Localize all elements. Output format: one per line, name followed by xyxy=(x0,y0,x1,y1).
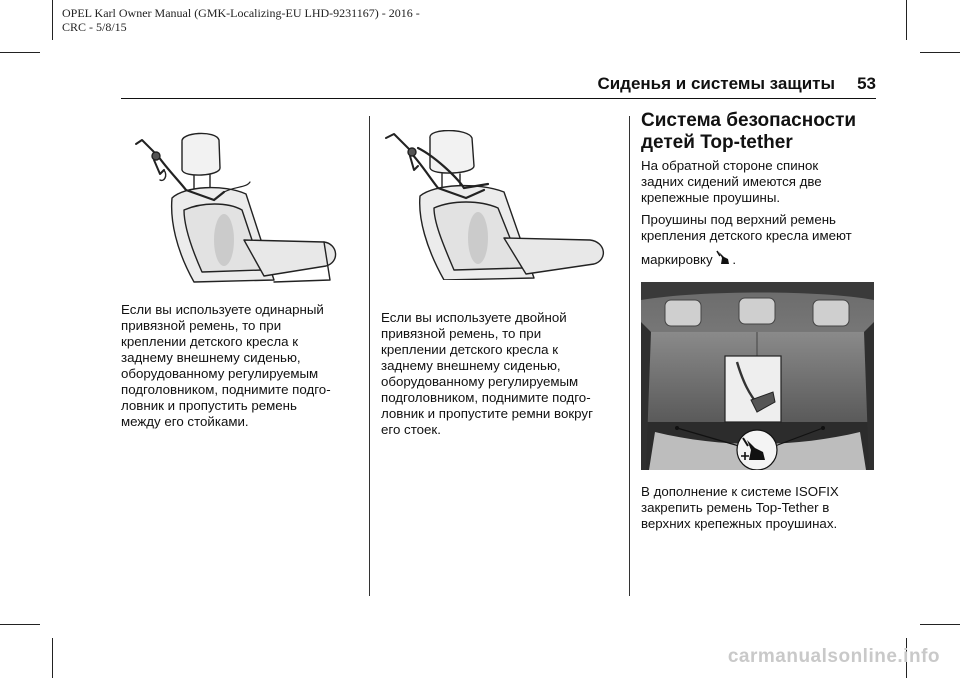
text-line: Если вы используете одинарный xyxy=(121,302,324,317)
text-line: креплении детского кресла к xyxy=(381,342,559,357)
text-line: закрепить ремень Top-Tether в xyxy=(641,500,830,515)
text-line: его стоек. xyxy=(381,422,441,437)
column-1-paragraph xyxy=(121,302,361,430)
section-heading xyxy=(641,110,881,154)
text-line: оборудованному регулируемым xyxy=(381,374,579,389)
text-line: В дополнение к системе ISOFIX xyxy=(641,484,839,499)
column-3-paragraph-1 xyxy=(641,158,881,206)
text-line-fragment: маркировку xyxy=(641,252,713,267)
heading-line: детей Top-tether xyxy=(641,132,793,153)
crop-mark xyxy=(0,624,40,625)
top-tether-symbol-icon xyxy=(716,250,732,266)
text-line: Если вы используете двойной xyxy=(381,310,567,325)
text-line xyxy=(641,250,881,268)
heading-line: Система безопасности xyxy=(641,110,857,131)
text-line: привязной ремень, то при xyxy=(121,318,282,333)
text-line: привязной ремень, то при xyxy=(381,326,542,341)
crop-mark xyxy=(920,624,960,625)
site-watermark: carmanualsonline.info xyxy=(727,646,940,667)
text-line: задних сидений имеются две xyxy=(641,174,822,189)
column-3-paragraph-3 xyxy=(641,484,881,532)
document-meta xyxy=(62,6,582,34)
text-line: между его стойками. xyxy=(121,414,249,429)
text-line: оборудованному регулируемым xyxy=(121,366,319,381)
seat-single-strap-drawing xyxy=(124,130,354,288)
text-line: Проушины под верхний ремень xyxy=(641,212,836,227)
text-line: ловник и пропустите ремни вокруг xyxy=(381,406,593,421)
text-line: заднему внешнему сиденью, xyxy=(381,358,561,373)
column-divider xyxy=(629,116,630,596)
seat-dual-strap-drawing xyxy=(380,130,610,280)
text-line: креплении детского кресла к xyxy=(121,334,299,349)
text-line: крепления детского кресла имеют xyxy=(641,228,852,243)
text-line: верхних крепежных проушинах. xyxy=(641,516,838,531)
meta-line-1: OPEL Karl Owner Manual (GMK-Localizing-EU LHD-9231167) - 2016 - xyxy=(62,6,420,20)
rear-seat-anchor-photo xyxy=(641,282,874,470)
column-3-paragraph-2 xyxy=(641,212,881,268)
text-line-fragment: . xyxy=(732,252,737,267)
meta-line-2: CRC - 5/8/15 xyxy=(62,20,127,34)
crop-mark xyxy=(920,52,960,53)
column-2-paragraph xyxy=(381,310,621,438)
crop-mark xyxy=(906,0,907,40)
column-divider xyxy=(369,116,370,596)
crop-mark xyxy=(52,638,53,678)
text-line: заднему внешнему сиденью, xyxy=(121,350,301,365)
text-line: крепежные проушины. xyxy=(641,190,781,205)
text-line: подголовником, поднимите подго- xyxy=(121,382,331,397)
crop-mark xyxy=(0,52,40,53)
page-number: 53 xyxy=(857,74,876,93)
text-line: На обратной стороне спинок xyxy=(641,158,819,173)
header-rule xyxy=(121,98,876,99)
crop-mark xyxy=(52,0,53,40)
page-header-title: Сиденья и системы защиты xyxy=(597,74,835,93)
text-line: подголовником, поднимите подго- xyxy=(381,390,591,405)
single-tether-illustration xyxy=(124,130,354,288)
dual-tether-illustration xyxy=(380,130,610,280)
text-line: ловник и пропустить ремень xyxy=(121,398,297,413)
